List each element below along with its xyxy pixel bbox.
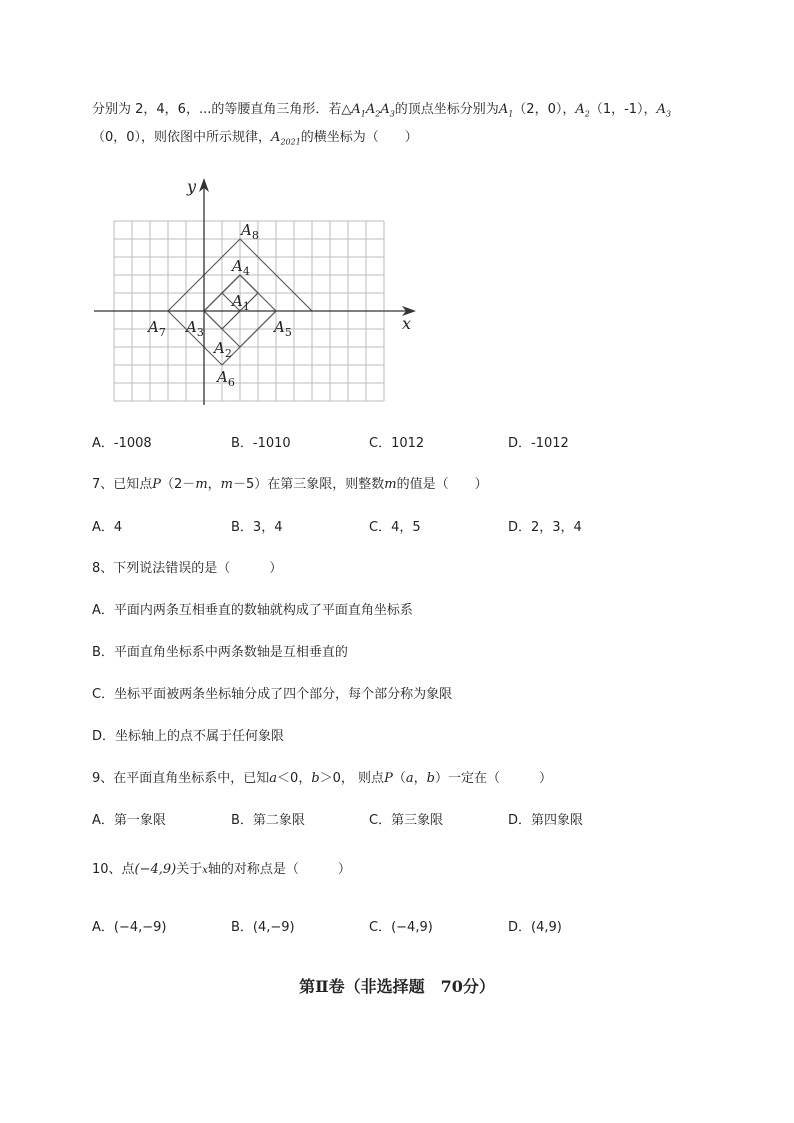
point-label-a5: $A_5$ [274,318,292,339]
x-axis-label: x [402,314,412,333]
point-label-a6: $A_6$ [217,368,235,389]
point-label-a2: $A_2$ [214,339,232,360]
q8-option-c[interactable]: C．坐标平面被两条坐标轴分成了四个部分，每个部分称为象限 [92,687,453,702]
point-label-a3: $A_3$ [186,318,204,339]
line-a2-a1 [222,311,240,329]
q7-post: 的值是（ ） [396,477,488,492]
q10-mid: 关于 [176,862,203,877]
q6-stem-line2 [92,129,418,152]
q6-triangle-vertex-2: $A_2$ [365,102,381,119]
q6-point-a3: $A_3$ [656,102,672,119]
q10-stem [92,861,351,880]
q9-pre: 9、在平面直角坐标系中，已知 [92,771,270,786]
y-axis-label: y [187,177,197,196]
q9-option-b[interactable]: B．第二象限 [231,813,305,828]
q6-point-a1: $A_1$ [498,102,514,119]
q10-option-a[interactable]: A．(−4,−9) [92,920,167,935]
q6-stem-d: 的横坐标为（ ） [300,130,418,145]
q8-option-d[interactable]: D．坐标轴上的点不属于任何象限 [92,729,285,744]
q7-option-a[interactable]: A．4 [92,520,123,535]
q9-post: ）一定在（ ） [434,771,552,786]
q6-triangle-vertex-3: $A_3$ [380,102,395,119]
q9-var-a: a [269,771,278,786]
q7-coord-mid: ， [207,477,221,492]
q7-var-m: m [195,477,208,492]
q10-option-b[interactable]: B．(4,−9) [231,920,295,935]
q9-var-a: a [405,771,414,786]
q8-option-a[interactable]: A．平面内两条互相垂直的数轴就构成了平面直角坐标系 [92,603,413,618]
q6-a1-coord: （2，0）， [513,102,576,117]
q7-stem [92,476,488,494]
q6-target-point: $A_{2021}$ [271,130,301,147]
q9-stem [92,770,552,788]
coordinate-figure [90,172,420,410]
q6-option-c[interactable]: C．1012 [369,436,425,451]
q10-post: 轴的对称点是（ ） [207,862,351,877]
q10-pre: 10、点 [92,862,135,877]
q7-option-c[interactable]: C．4，5 [369,520,421,535]
q10-point: (−4,9) [134,862,177,877]
section-title: 第Ⅱ卷（非选择题 70分） [299,977,495,996]
q7-coord-close: －5）在第三象限，则整数 [232,477,385,492]
q6-a2-coord: （1，-1）， [589,102,657,117]
q7-var-m: m [220,477,233,492]
point-label-a8: $A_8$ [241,221,259,242]
q6-point-a2: $A_2$ [575,102,590,119]
q9-cond1: ＜0， [277,771,312,786]
q6-stem-line1 [92,101,671,124]
q9-var-b: b [426,771,435,786]
q6-stem-c: （0，0），则依图中所示规律， [92,130,272,145]
q6-stem-a: 分别为 2，4，6，...的等腰直角三角形．若△ [92,102,352,117]
point-label-a4: $A_4$ [232,257,250,278]
q10-option-d[interactable]: D．(4,9) [508,920,562,935]
q7-var-m: m [384,477,397,492]
q9-point-p: P [384,771,393,786]
q8-option-b[interactable]: B．平面直角坐标系中两条数轴是互相垂直的 [92,645,348,660]
q7-point-p: P [152,477,162,492]
q6-option-a[interactable]: A．-1008 [92,436,152,451]
q8-stem: 8、下列说法错误的是（ ） [92,561,283,576]
point-label-a1: $A_1$ [232,292,250,313]
q6-option-b[interactable]: B．-1010 [231,436,291,451]
q9-option-d[interactable]: D．第四象限 [508,813,584,828]
q7-option-d[interactable]: D．2，3，4 [508,520,582,535]
q9-coord-mid: ， [413,771,427,786]
q7-coord-open: （2－ [161,477,196,492]
q9-option-a[interactable]: A．第一象限 [92,813,166,828]
q9-cond2: ＞0， 则点 [319,771,385,786]
q6-stem-b: 的顶点坐标分别为 [394,102,499,117]
q6-option-d[interactable]: D．-1012 [508,436,569,451]
q9-option-c[interactable]: C．第三象限 [369,813,444,828]
q9-coord-open: （ [392,771,406,786]
q7-pre: 7、已知点 [92,477,153,492]
q9-var-b: b [311,771,320,786]
point-label-a7: $A_7$ [148,318,166,339]
q6-triangle-vertex-1: $A_1$ [351,102,366,119]
q10-axis: x [202,865,208,876]
q10-option-c[interactable]: C．(−4,9) [369,920,433,935]
q7-option-b[interactable]: B．3，4 [231,520,283,535]
